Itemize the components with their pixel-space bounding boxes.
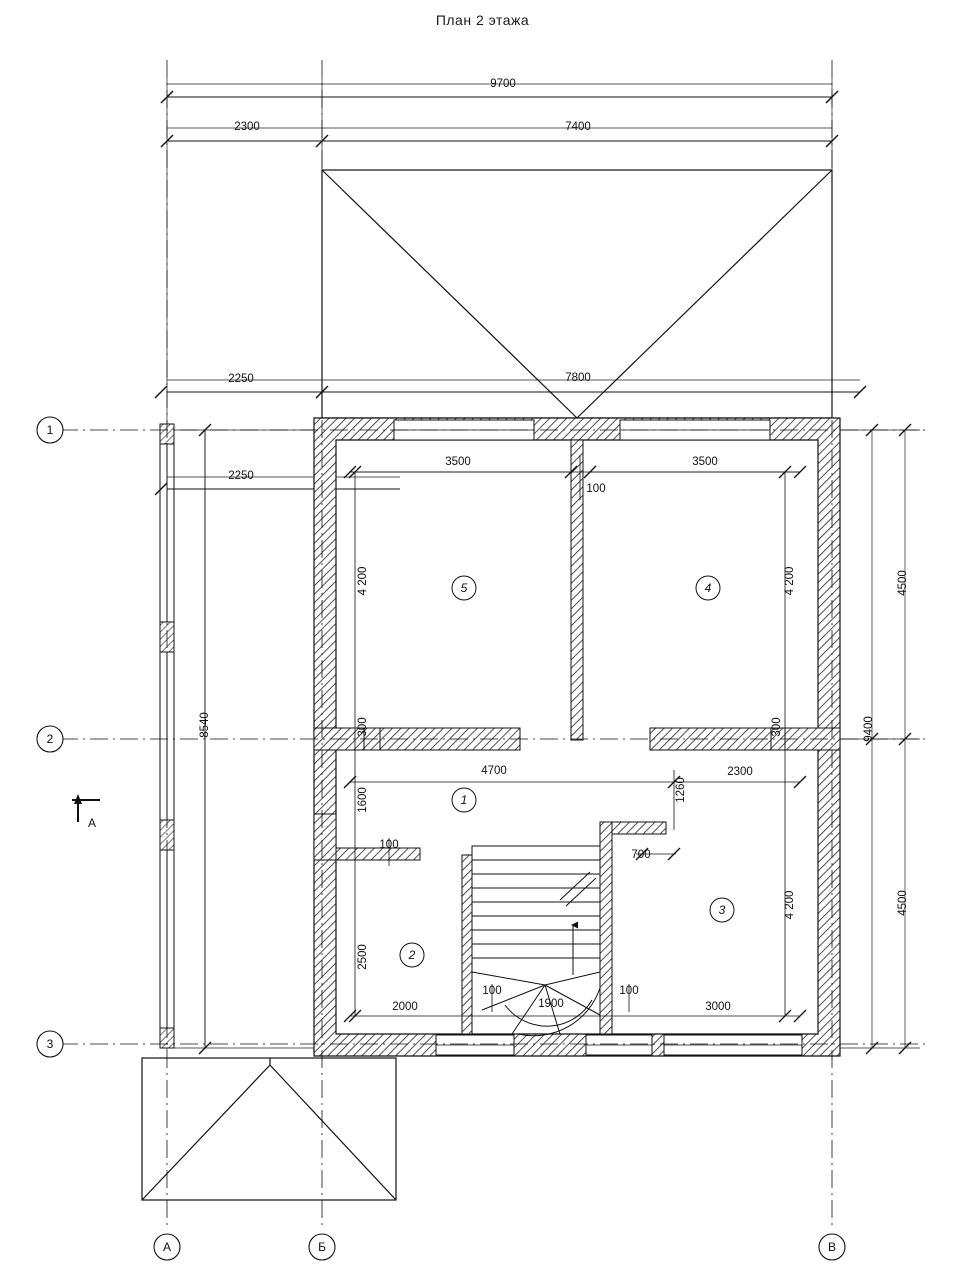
page-title: План 2 этажа	[435, 12, 530, 28]
dimension-label-top-0: 9700	[490, 78, 516, 90]
dimension-label-top-5: 2250	[228, 470, 254, 482]
dimension-label-inner-10: 3000	[705, 1001, 731, 1013]
room-number-3: 3	[718, 903, 726, 917]
dimension-label-inner-9: 2000	[392, 1001, 418, 1013]
dimension-label-vertical-left-1: 4 200	[357, 566, 369, 596]
dimension-label-vertical-right-3: 4500	[897, 570, 909, 596]
dimension-label-top-3: 2250	[228, 373, 254, 385]
dimension-label-inner-0: 3500	[445, 456, 471, 468]
axis-marker-A: A	[162, 1240, 172, 1254]
dimension-label-vertical-left-5: 1260	[675, 777, 687, 803]
axis-marker-Б: Б	[318, 1240, 326, 1254]
axis-marker-В: В	[827, 1240, 837, 1254]
dimension-label-inner-2: 100	[586, 483, 606, 495]
room-number-1: 1	[460, 793, 468, 807]
dimension-label-vertical-left-4: 2500	[357, 944, 369, 970]
room-number-2: 2	[408, 948, 416, 962]
dimension-label-inner-7: 1900	[538, 998, 564, 1010]
dimension-label-vertical-right-1: 300	[771, 717, 783, 737]
dimension-label-vertical-left-0: 8540	[199, 712, 211, 738]
dimension-label-inner-8: 100	[619, 985, 639, 997]
room-number-5: 5	[460, 581, 468, 595]
room-number-4: 4	[704, 581, 712, 595]
dimension-label-vertical-right-5: 4500	[897, 890, 909, 916]
dimension-label-inner-4: 2300	[727, 766, 753, 778]
dimension-label-inner-5: 700	[631, 849, 651, 861]
dimension-label-inner-3: 4700	[481, 765, 507, 777]
dimension-label-vertical-right-2: 4 200	[784, 890, 796, 920]
dimension-label-inner-6: 100	[482, 985, 502, 997]
dimension-label-top-4: 7800	[565, 372, 591, 384]
axis-marker-3: 3	[46, 1037, 54, 1051]
dimension-label-top-2: 7400	[565, 121, 591, 133]
axis-marker-2: 2	[46, 732, 54, 746]
dimension-label-inner-11: 100	[379, 839, 399, 851]
dimension-label-vertical-left-3: 1600	[357, 787, 369, 813]
section-arrow-label: A	[87, 816, 97, 830]
dimension-label-vertical-right-0: 4 200	[784, 566, 796, 596]
axis-marker-1: 1	[46, 423, 54, 437]
dimension-label-vertical-right-4: 9400	[863, 716, 875, 742]
dimension-label-vertical-left-2: 300	[357, 717, 369, 737]
dimension-label-top-1: 2300	[234, 121, 260, 133]
dimension-label-inner-1: 3500	[692, 456, 718, 468]
